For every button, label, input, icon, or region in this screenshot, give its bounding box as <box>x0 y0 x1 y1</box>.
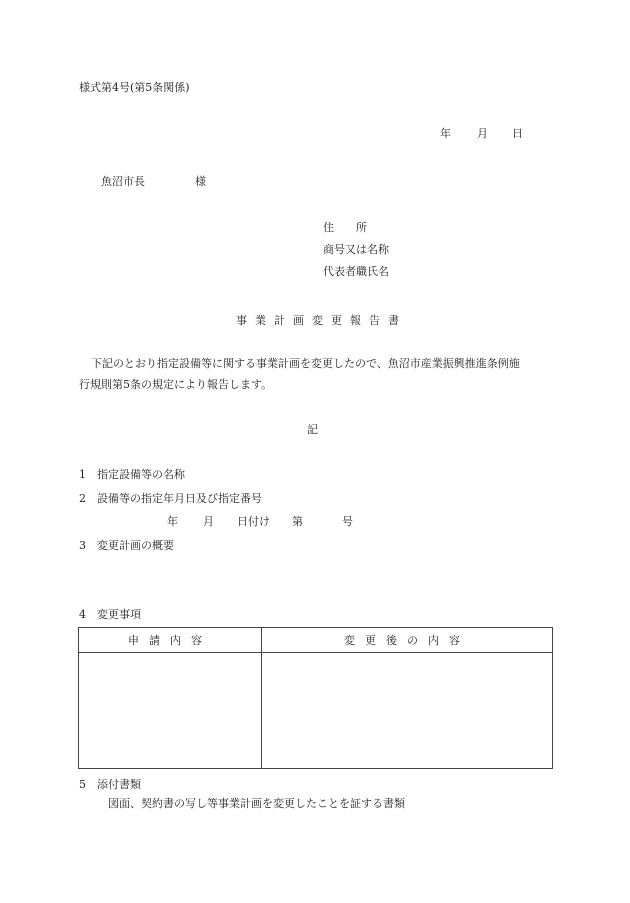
applicant-representative-label: 代表者職氏名 <box>323 265 389 278</box>
item-3-change-plan-summary: 3 変更計画の概要 <box>79 539 174 552</box>
date-month-label: 月 <box>477 127 488 140</box>
date-year-label: 年 <box>440 127 451 140</box>
item-2-designation-date-number: 2 設備等の指定年月日及び指定番号 <box>79 492 262 505</box>
col-header-application-content: 申請内容 <box>79 628 262 653</box>
designation-number-suffix: 号 <box>342 515 353 528</box>
change-matters-table <box>78 627 553 769</box>
attached-documents-detail: 図面、契約書の写し等事業計画を変更したことを証する書類 <box>108 797 405 810</box>
designation-year-label: 年 <box>167 515 178 528</box>
item-4-change-matters: 4 変更事項 <box>79 608 141 621</box>
content-after-change-cell[interactable] <box>262 653 553 769</box>
body-text-line-2: 行規則第5条の規定により報告します。 <box>79 378 273 391</box>
designation-month-label: 月 <box>203 515 214 528</box>
change-table-body-row <box>79 653 553 769</box>
applicant-business-name-label: 商号又は名称 <box>323 243 389 256</box>
body-text-line-1: 下記のとおり指定設備等に関する事業計画を変更したので、魚沼市産業振興推進条例施 <box>91 357 520 370</box>
designation-date-suffix: 日付け <box>237 515 270 528</box>
application-content-cell[interactable] <box>79 653 262 769</box>
item-5-attached-documents: 5 添付書類 <box>79 778 141 791</box>
date-day-label: 日 <box>512 127 523 140</box>
document-title: 事業計画変更報告書 <box>236 314 407 327</box>
designation-number-prefix: 第 <box>292 515 303 528</box>
applicant-address-label: 住 所 <box>323 221 367 234</box>
item-1-equipment-name: 1 指定設備等の名称 <box>79 468 185 481</box>
change-table-header-row <box>79 628 553 653</box>
ki-heading: 記 <box>307 423 318 436</box>
addressee-name: 魚沼市長 <box>101 175 145 188</box>
addressee-honorific: 様 <box>195 175 206 188</box>
form-number: 様式第4号(第5条関係) <box>79 81 190 94</box>
col-header-content-after-change: 変更後の内容 <box>262 628 553 653</box>
